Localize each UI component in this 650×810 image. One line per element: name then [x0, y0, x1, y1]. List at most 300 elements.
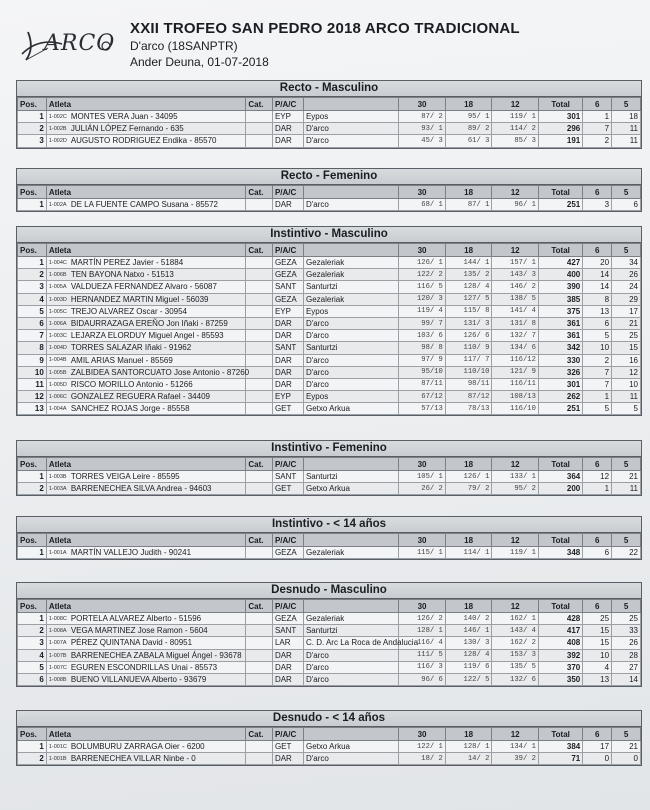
club-cell: Eypos — [303, 391, 398, 403]
target-code: 1-006A — [48, 320, 67, 327]
column-header-pos: Pos. — [18, 534, 47, 547]
athlete-cell — [46, 661, 246, 673]
fives-cell: 16 — [612, 354, 641, 366]
score-12-cell: 116/10 — [492, 403, 539, 415]
athlete-name: TORRES SALAZAR Iñaki - 91962 — [70, 343, 192, 353]
fives-cell: 21 — [612, 471, 641, 483]
table-row — [18, 257, 641, 269]
total-cell: 361 — [538, 330, 582, 342]
score-12-cell: 119/ 1 — [492, 111, 539, 123]
table-row — [18, 403, 641, 415]
score-30-cell: 111/ 5 — [399, 649, 446, 661]
piac-cell: LAR — [272, 637, 303, 649]
sixes-cell: 2 — [583, 135, 612, 147]
athlete-name: PÉREZ QUINTANA David - 80951 — [70, 638, 193, 648]
column-header-6: 6 — [583, 534, 612, 547]
club-cell: Getxo Arkua — [303, 403, 398, 415]
category-cell — [246, 547, 273, 559]
piac-cell: DAR — [272, 649, 303, 661]
piac-cell: GET — [272, 403, 303, 415]
document-header — [18, 14, 638, 76]
total-cell: 342 — [538, 342, 582, 354]
score-12-cell: 134/ 1 — [492, 741, 539, 753]
athlete-name: BARRENECHEA ZABALA Miguel Ángel - 93678 — [70, 650, 242, 660]
fives-cell: 22 — [612, 547, 641, 559]
table-row — [18, 281, 641, 293]
piac-cell: SANT — [272, 281, 303, 293]
column-header-5: 5 — [612, 98, 641, 111]
column-header-pos: Pos. — [18, 728, 47, 741]
table-row — [18, 637, 641, 649]
table-header-row — [18, 458, 641, 471]
target-code: 1-008B — [48, 676, 67, 683]
column-header-club — [303, 600, 398, 613]
column-header-pos: Pos. — [18, 600, 47, 613]
score-18-cell: 135/ 2 — [445, 269, 492, 281]
position-cell: 6 — [18, 673, 47, 685]
fives-cell: 21 — [612, 317, 641, 329]
column-header-total: Total — [538, 534, 582, 547]
position-cell: 11 — [18, 378, 47, 390]
sixes-cell: 25 — [583, 613, 612, 625]
column-header-5: 5 — [612, 458, 641, 471]
piac-cell: DAR — [272, 673, 303, 685]
position-cell: 1 — [18, 257, 47, 269]
fives-cell: 26 — [612, 269, 641, 281]
score-18-cell: 128/ 4 — [445, 649, 492, 661]
athlete-name: GONZALEZ REGUERA Rafael - 34409 — [70, 392, 210, 402]
piac-cell: SANT — [272, 342, 303, 354]
athlete-cell — [46, 366, 250, 378]
club-cell: Getxo Arkua — [303, 741, 398, 753]
column-header-5: 5 — [612, 534, 641, 547]
fives-cell: 11 — [612, 135, 641, 147]
fives-cell: 11 — [612, 123, 641, 135]
athlete-name: ZALBIDEA SANTORCUATO Jose Antonio - 87260 — [70, 367, 250, 377]
section-title: Instintivo - < 14 años — [17, 517, 641, 533]
club-cell: Santurtzi — [303, 625, 398, 637]
category-cell — [246, 661, 273, 673]
score-30-cell: 115/ 1 — [399, 547, 446, 559]
target-code: 1-004D — [48, 345, 67, 352]
score-30-cell: 105/ 1 — [399, 471, 446, 483]
sixes-cell: 12 — [583, 471, 612, 483]
score-30-cell: 122/ 2 — [399, 269, 446, 281]
target-code: 1-004C — [48, 259, 67, 266]
piac-cell: DAR — [272, 366, 303, 378]
fives-cell: 24 — [612, 281, 641, 293]
score-30-cell: 87/ 2 — [399, 111, 446, 123]
results-section — [16, 516, 642, 560]
table-row — [18, 342, 641, 354]
column-header-total: Total — [538, 728, 582, 741]
score-18-cell: 79/ 2 — [445, 483, 492, 495]
column-header-5: 5 — [612, 728, 641, 741]
position-cell: 12 — [18, 391, 47, 403]
position-cell: 1 — [18, 199, 47, 211]
piac-cell: DAR — [272, 330, 303, 342]
score-18-cell: 130/ 3 — [445, 637, 492, 649]
target-code: 1-005C — [48, 308, 67, 315]
column-header-piac: P/A/C — [272, 458, 303, 471]
total-cell: 370 — [538, 661, 582, 673]
athlete-cell — [46, 613, 246, 625]
column-header-30: 30 — [399, 244, 446, 257]
column-header-athlete: Atleta — [46, 534, 246, 547]
piac-cell: GEZA — [272, 613, 303, 625]
category-cell — [246, 741, 273, 753]
column-header-6: 6 — [583, 728, 612, 741]
column-header-30: 30 — [399, 186, 446, 199]
club-cell: Gezaleriak — [303, 547, 398, 559]
column-header-cat: Cat. — [246, 600, 273, 613]
table-header-row — [18, 728, 641, 741]
club-cell: D'arco — [303, 135, 398, 147]
table-row — [18, 471, 641, 483]
position-cell: 13 — [18, 403, 47, 415]
sixes-cell: 13 — [583, 305, 612, 317]
results-section — [16, 582, 642, 687]
fives-cell: 12 — [612, 366, 641, 378]
table-header-row — [18, 600, 641, 613]
category-cell — [246, 135, 273, 147]
table-row — [18, 269, 641, 281]
piac-cell: DAR — [272, 317, 303, 329]
club-cell: Gezaleriak — [303, 613, 398, 625]
athlete-cell — [46, 649, 246, 661]
total-cell: 348 — [538, 547, 582, 559]
results-section — [16, 168, 642, 212]
target-code: 1-003C — [48, 333, 67, 340]
piac-cell: DAR — [272, 661, 303, 673]
column-header-cat: Cat. — [246, 186, 273, 199]
athlete-name: MARTÍN PEREZ Javier - 51884 — [70, 258, 184, 268]
results-section — [16, 710, 642, 766]
piac-cell: EYP — [272, 111, 303, 123]
score-30-cell: 120/ 3 — [399, 293, 446, 305]
score-12-cell: 116/11 — [492, 378, 539, 390]
athlete-name: EGUREN ESCONDRILLAS Unai - 85573 — [70, 662, 218, 672]
club-cell: Eypos — [303, 111, 398, 123]
column-header-club — [303, 458, 398, 471]
sixes-cell: 7 — [583, 378, 612, 390]
category-cell — [246, 269, 273, 281]
score-18-cell: 140/ 2 — [445, 613, 492, 625]
total-cell: 428 — [538, 613, 582, 625]
score-30-cell: 57/13 — [399, 403, 446, 415]
fives-cell: 0 — [612, 753, 641, 765]
club-cell: D'arco — [303, 649, 398, 661]
position-cell: 2 — [18, 625, 47, 637]
total-cell: 262 — [538, 391, 582, 403]
position-cell: 3 — [18, 281, 47, 293]
score-12-cell: 108/13 — [492, 391, 539, 403]
event-place-date: Ander Deuna, 01-07-2018 — [130, 55, 269, 69]
column-header-cat: Cat. — [246, 98, 273, 111]
score-12-cell: 162/ 1 — [492, 613, 539, 625]
column-header-12: 12 — [492, 186, 539, 199]
score-12-cell: 85/ 3 — [492, 135, 539, 147]
table-row — [18, 293, 641, 305]
category-cell — [246, 649, 273, 661]
piac-cell: SANT — [272, 471, 303, 483]
sixes-cell: 7 — [583, 123, 612, 135]
score-12-cell: 121/ 9 — [492, 366, 539, 378]
athlete-cell — [46, 547, 246, 559]
target-code: 1-008A — [48, 628, 67, 635]
category-cell — [246, 471, 273, 483]
athlete-cell — [46, 135, 246, 147]
target-code: 1-006C — [48, 394, 67, 401]
column-header-12: 12 — [492, 244, 539, 257]
club-cell: D'arco — [303, 354, 398, 366]
fives-cell: 14 — [612, 673, 641, 685]
category-cell — [246, 403, 273, 415]
results-section — [16, 80, 642, 149]
athlete-cell — [46, 257, 246, 269]
table-header-row — [18, 244, 641, 257]
sixes-cell: 6 — [583, 547, 612, 559]
fives-cell: 11 — [612, 391, 641, 403]
column-header-18: 18 — [445, 244, 492, 257]
score-30-cell: 87/11 — [399, 378, 446, 390]
column-header-club — [303, 98, 398, 111]
position-cell: 1 — [18, 471, 47, 483]
column-header-18: 18 — [445, 98, 492, 111]
fives-cell: 28 — [612, 649, 641, 661]
results-table — [17, 97, 641, 148]
club-cell: D'arco — [303, 661, 398, 673]
sixes-cell: 5 — [583, 330, 612, 342]
club-cell: D'arco — [303, 378, 398, 390]
table-row — [18, 741, 641, 753]
section-title: Desnudo - Masculino — [17, 583, 641, 599]
target-code: 1-002A — [48, 201, 67, 208]
category-cell — [246, 391, 273, 403]
results-section — [16, 226, 642, 416]
column-header-cat: Cat. — [246, 728, 273, 741]
score-30-cell: 18/ 2 — [399, 753, 446, 765]
category-cell — [246, 305, 273, 317]
score-30-cell: 99/ 7 — [399, 317, 446, 329]
column-header-cat: Cat. — [246, 244, 273, 257]
sixes-cell: 14 — [583, 269, 612, 281]
athlete-name: BOLUMBURU ZARRAGA Oier - 6200 — [70, 742, 205, 752]
category-cell — [246, 330, 273, 342]
column-header-club — [303, 534, 398, 547]
position-cell: 1 — [18, 547, 47, 559]
athlete-name: MARTÍN VALLEJO Judith - 90241 — [70, 548, 192, 558]
position-cell: 4 — [18, 293, 47, 305]
position-cell: 9 — [18, 354, 47, 366]
score-18-cell: 110/10 — [445, 366, 492, 378]
fives-cell: 17 — [612, 305, 641, 317]
total-cell: 251 — [538, 199, 582, 211]
athlete-cell — [46, 637, 246, 649]
score-30-cell: 95/10 — [399, 366, 446, 378]
club-cell: Santurtzi — [303, 471, 398, 483]
athlete-cell — [46, 378, 246, 390]
fives-cell: 34 — [612, 257, 641, 269]
score-12-cell: 138/ 5 — [492, 293, 539, 305]
piac-cell: GEZA — [272, 269, 303, 281]
category-cell — [246, 613, 273, 625]
score-18-cell: 115/ 8 — [445, 305, 492, 317]
category-cell — [246, 637, 273, 649]
score-12-cell: 39/ 2 — [492, 753, 539, 765]
club-cell: Gezaleriak — [303, 269, 398, 281]
target-code: 1-002C — [48, 113, 67, 120]
total-cell: 350 — [538, 673, 582, 685]
table-row — [18, 483, 641, 495]
athlete-cell — [46, 391, 246, 403]
athlete-name: BARRENECHEA SILVA Andrea - 94603 — [70, 484, 212, 494]
score-18-cell: 126/ 6 — [445, 330, 492, 342]
sixes-cell: 2 — [583, 354, 612, 366]
column-header-30: 30 — [399, 534, 446, 547]
score-18-cell: 89/ 2 — [445, 123, 492, 135]
total-cell: 417 — [538, 625, 582, 637]
score-18-cell: 127/ 5 — [445, 293, 492, 305]
score-12-cell: 132/ 7 — [492, 330, 539, 342]
category-cell — [246, 257, 273, 269]
club-cell: Gezaleriak — [303, 293, 398, 305]
score-18-cell: 126/ 1 — [445, 471, 492, 483]
piac-cell: GET — [272, 483, 303, 495]
athlete-cell — [46, 625, 246, 637]
piac-cell: DAR — [272, 354, 303, 366]
fives-cell: 29 — [612, 293, 641, 305]
column-header-pos: Pos. — [18, 244, 47, 257]
category-cell — [246, 483, 273, 495]
athlete-cell — [46, 317, 246, 329]
score-18-cell: 128/ 4 — [445, 281, 492, 293]
column-header-total: Total — [538, 186, 582, 199]
column-header-12: 12 — [492, 534, 539, 547]
score-30-cell: 126/ 2 — [399, 613, 446, 625]
position-cell: 2 — [18, 123, 47, 135]
piac-cell: DAR — [272, 123, 303, 135]
score-30-cell: 96/ 6 — [399, 673, 446, 685]
sixes-cell: 1 — [583, 391, 612, 403]
club-cell: D'arco — [303, 330, 398, 342]
results-table — [17, 185, 641, 211]
total-cell: 251 — [538, 403, 582, 415]
sixes-cell: 10 — [583, 649, 612, 661]
sixes-cell: 8 — [583, 293, 612, 305]
total-cell: 427 — [538, 257, 582, 269]
club-cell: Santurtzi — [303, 342, 398, 354]
score-18-cell: 61/ 3 — [445, 135, 492, 147]
table-header-row — [18, 98, 641, 111]
score-18-cell: 110/ 9 — [445, 342, 492, 354]
club-cell: Eypos — [303, 305, 398, 317]
athlete-cell — [46, 199, 246, 211]
position-cell: 8 — [18, 342, 47, 354]
category-cell — [246, 281, 273, 293]
results-section — [16, 440, 642, 496]
category-cell — [246, 378, 273, 390]
sixes-cell: 20 — [583, 257, 612, 269]
column-header-5: 5 — [612, 186, 641, 199]
column-header-piac: P/A/C — [272, 534, 303, 547]
darco-logo — [18, 20, 116, 66]
score-12-cell: 157/ 1 — [492, 257, 539, 269]
score-30-cell: 98/ 8 — [399, 342, 446, 354]
target-code: 1-005D — [48, 381, 67, 388]
table-row — [18, 661, 641, 673]
score-18-cell: 78/13 — [445, 403, 492, 415]
sixes-cell: 15 — [583, 625, 612, 637]
target-code: 1-007C — [48, 664, 67, 671]
athlete-name: TEN BAYONA Natxo - 51513 — [70, 270, 174, 280]
athlete-name: AUGUSTO RODRIGUEZ Endika - 85570 — [70, 136, 217, 146]
score-18-cell: 131/ 3 — [445, 317, 492, 329]
table-row — [18, 305, 641, 317]
athlete-cell — [46, 342, 246, 354]
score-12-cell: 153/ 3 — [492, 649, 539, 661]
total-cell: 191 — [538, 135, 582, 147]
table-row — [18, 547, 641, 559]
archer-logo-icon — [18, 20, 116, 66]
table-row — [18, 753, 641, 765]
section-title: Desnudo - < 14 años — [17, 711, 641, 727]
target-code: 1-004A — [48, 406, 67, 413]
column-header-6: 6 — [583, 186, 612, 199]
table-row — [18, 391, 641, 403]
score-30-cell: 26/ 2 — [399, 483, 446, 495]
category-cell — [246, 625, 273, 637]
event-organizer: D'arco (18SANPTR) — [130, 39, 238, 53]
score-12-cell: 134/ 6 — [492, 342, 539, 354]
athlete-name: SANCHEZ ROJAS Jorge - 85558 — [70, 404, 190, 414]
sixes-cell: 4 — [583, 661, 612, 673]
piac-cell: DAR — [272, 135, 303, 147]
category-cell — [246, 293, 273, 305]
athlete-name: VALDUEZA FERNANDEZ Alvaro - 56087 — [70, 282, 217, 292]
piac-cell: GEZA — [272, 293, 303, 305]
sixes-cell: 13 — [583, 673, 612, 685]
athlete-cell — [46, 111, 246, 123]
athlete-cell — [46, 741, 246, 753]
column-header-pos: Pos. — [18, 186, 47, 199]
section-title: Instintivo - Femenino — [17, 441, 641, 457]
target-code: 1-002B — [48, 126, 67, 133]
position-cell: 2 — [18, 483, 47, 495]
category-cell — [246, 342, 273, 354]
column-header-5: 5 — [612, 244, 641, 257]
target-code: 1-007B — [48, 652, 67, 659]
piac-cell: GET — [272, 741, 303, 753]
column-header-12: 12 — [492, 458, 539, 471]
fives-cell: 6 — [612, 199, 641, 211]
athlete-name: HERNANDEZ MARTIN Miguel - 56039 — [70, 294, 209, 304]
target-code: 1-002D — [48, 138, 67, 145]
target-code: 1-003D — [48, 296, 67, 303]
sixes-cell: 5 — [583, 403, 612, 415]
sixes-cell: 10 — [583, 342, 612, 354]
club-cell: Santurtzi — [303, 281, 398, 293]
table-row — [18, 613, 641, 625]
results-table — [17, 533, 641, 559]
sixes-cell: 17 — [583, 741, 612, 753]
total-cell: 200 — [538, 483, 582, 495]
target-code: 1-003A — [48, 486, 67, 493]
column-header-30: 30 — [399, 98, 446, 111]
target-code: 1-005B — [48, 369, 67, 376]
column-header-5: 5 — [612, 600, 641, 613]
score-18-cell: 119/ 6 — [445, 661, 492, 673]
